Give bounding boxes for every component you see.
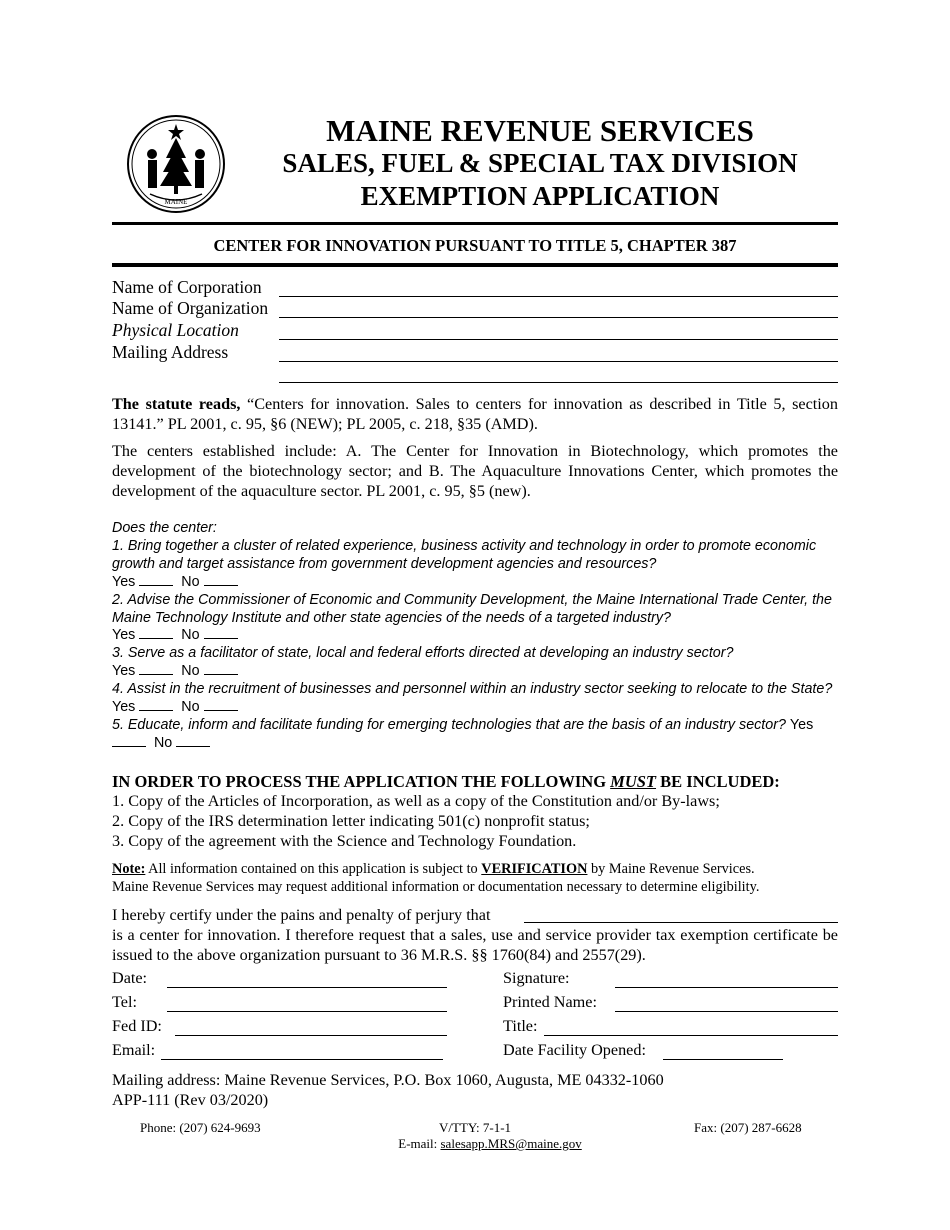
q1-no-label: No: [181, 574, 200, 590]
printed-name-input-line[interactable]: [615, 1011, 838, 1012]
q3-yes-blank[interactable]: [139, 662, 173, 675]
q5-no-blank[interactable]: [176, 734, 210, 747]
corporation-field[interactable]: [112, 277, 838, 299]
maine-state-seal: [126, 114, 226, 214]
q1-yes-label: Yes: [112, 574, 136, 590]
requirements-head-pre: IN ORDER TO PROCESS THE APPLICATION THE FOLLOWING: [112, 772, 611, 791]
q4-no-blank[interactable]: [204, 698, 238, 711]
statute-paragraph: [112, 394, 838, 434]
tel-field[interactable]: [112, 993, 447, 1015]
title-field[interactable]: [503, 1017, 838, 1039]
corporation-label: Name of Corporation: [112, 277, 262, 297]
question-1-answer: [112, 573, 238, 591]
verification-note-line2: Maine Revenue Services may request additional information or documentation necessary to determine eligibility.: [112, 879, 760, 895]
note-post: by Maine Revenue Services.: [587, 861, 755, 877]
q2-no-label: No: [181, 627, 200, 643]
header-rule-top: [112, 222, 838, 225]
statute-text: “Centers for innovation. Sales to centers for innovation as described in Title 5, section 13141.” PL 2001, c. 95, §6 (NEW); PL 2005, c. 218, §35 (AMD).: [112, 395, 838, 433]
date-opened-input-line[interactable]: [663, 1059, 783, 1060]
q5-no-label: No: [153, 735, 173, 751]
verification-note: [112, 860, 838, 878]
mailing-input-line[interactable]: [279, 361, 838, 362]
q1-no-blank[interactable]: [204, 573, 238, 586]
mailing-field-line2[interactable]: [112, 363, 838, 385]
date-opened-label: Date Facility Opened:: [503, 1041, 646, 1059]
date-input-line[interactable]: [167, 987, 447, 988]
mailing-field[interactable]: [112, 342, 838, 364]
q3-no-blank[interactable]: [204, 662, 238, 675]
svg-text:MAINE: MAINE: [164, 198, 188, 206]
q2-no-blank[interactable]: [204, 626, 238, 639]
questions-intro: Does the center:: [112, 520, 217, 536]
fed-id-label: Fed ID:: [112, 1017, 162, 1035]
tel-input-line[interactable]: [167, 1011, 447, 1012]
mailing-address-footer: Mailing address: Maine Revenue Services, P.O. Box 1060, Augusta, ME 04332-1060: [112, 1071, 664, 1089]
requirement-1: 1. Copy of the Articles of Incorporation, as well as a copy of the Constitution and/or By-laws;: [112, 792, 720, 810]
organization-field[interactable]: [112, 298, 838, 320]
requirements-must: MUST: [610, 772, 657, 791]
email-prefix: E-mail:: [398, 1136, 441, 1151]
question-5: [112, 716, 838, 752]
mailing-label: Mailing Address: [112, 342, 229, 362]
centers-paragraph: The centers established include: A. The Center for Innovation in Biotechnology, which promotes the development of the biotechnology sector; and B. The Aquaculture Innovations Center, which promotes the development of the aquaculture sector. PL 2001, c. 95, §5 (new).: [112, 442, 838, 500]
division-title: SALES, FUEL & SPECIAL TAX DIVISION: [282, 148, 798, 178]
note-pre: All information contained on this application is subject to: [145, 861, 482, 877]
question-3-answer: [112, 662, 238, 680]
signature-input-line[interactable]: [615, 987, 838, 988]
q2-yes-blank[interactable]: [139, 626, 173, 639]
email-link[interactable]: salesapp.MRS@maine.gov: [440, 1136, 582, 1151]
q1-yes-blank[interactable]: [139, 573, 173, 586]
printed-name-label: Printed Name:: [503, 993, 597, 1011]
certify-line1: [112, 905, 838, 925]
note-label: Note:: [112, 861, 146, 877]
organization-input-line[interactable]: [279, 317, 838, 318]
q5-yes-blank[interactable]: [112, 734, 146, 747]
q5-yes-label: Yes: [789, 717, 814, 733]
signature-label: Signature:: [503, 969, 570, 987]
footer-email: [325, 1136, 655, 1152]
agency-title: MAINE REVENUE SERVICES: [326, 113, 754, 148]
requirement-2: 2. Copy of the IRS determination letter indicating 501(c) nonprofit status;: [112, 812, 590, 830]
tty-number: V/TTY: 7-1-1: [438, 1120, 512, 1135]
fed-id-field[interactable]: [112, 1017, 447, 1039]
mailing-input-line-2[interactable]: [279, 382, 838, 383]
question-4-answer: [112, 699, 238, 715]
email-input-line[interactable]: [161, 1059, 443, 1060]
date-field[interactable]: [112, 969, 447, 991]
form-title: EXEMPTION APPLICATION: [360, 181, 720, 211]
printed-name-field[interactable]: [503, 993, 838, 1015]
statute-lead: The statute reads,: [112, 395, 241, 413]
title-label: Title:: [503, 1017, 538, 1035]
certify-text: I hereby certify under the pains and penalty of perjury that: [112, 906, 491, 924]
certify-paragraph: is a center for innovation. I therefore request that a sales, use and service provider tax exemption certificate be issued to the above organization pursuant to 36 M.R.S. §§ 1760(84) and 2557(29).: [112, 926, 838, 964]
date-label: Date:: [112, 969, 148, 987]
question-4: [112, 680, 838, 716]
fed-id-input-line[interactable]: [175, 1035, 447, 1036]
email-label: Email:: [112, 1041, 156, 1059]
question-2: 2. Advise the Commissioner of Economic and Community Development, the Maine International Trade Center, the Maine Technology Institute and other state agencies of the needs of a targeted industry?: [112, 592, 832, 626]
question-2-answer: [112, 626, 238, 644]
question-5-text: 5. Educate, inform and facilitate funding for emerging technologies that are the basis of an industry sector?: [112, 717, 786, 733]
q4-no-label: No: [181, 699, 200, 715]
location-field[interactable]: [112, 320, 838, 342]
location-label: Physical Location: [112, 320, 239, 340]
requirements-head-post: BE INCLUDED:: [656, 772, 780, 791]
q3-no-label: No: [181, 663, 200, 679]
header-rule-bottom: [112, 263, 838, 267]
organization-label: Name of Organization: [112, 298, 269, 318]
certify-organization-blank[interactable]: [524, 922, 838, 923]
date-opened-field[interactable]: [503, 1041, 783, 1063]
q2-yes-label: Yes: [112, 627, 136, 643]
q4-yes-blank[interactable]: [139, 698, 173, 711]
requirement-3: 3. Copy of the agreement with the Science and Technology Foundation.: [112, 832, 577, 850]
question-1: 1. Bring together a cluster of related experience, business activity and technology in order to promote economic growth and target assistance from government development agencies and resources?: [112, 538, 817, 572]
tel-label: Tel:: [112, 993, 137, 1011]
q3-yes-label: Yes: [112, 663, 136, 679]
location-input-line[interactable]: [279, 339, 838, 340]
form-subtitle: CENTER FOR INNOVATION PURSUANT TO TITLE 5, CHAPTER 387: [213, 236, 737, 255]
form-number: APP-111 (Rev 03/2020): [112, 1091, 269, 1109]
title-input-line[interactable]: [544, 1035, 838, 1036]
corporation-input-line[interactable]: [279, 296, 838, 297]
question-4-text: 4. Assist in the recruitment of businesses and personnel within an industry sector seeking to relocate to the State?: [112, 681, 833, 697]
question-3: 3. Serve as a facilitator of state, local and federal efforts directed at developing an industry sector?: [112, 645, 734, 661]
note-verification: VERIFICATION: [481, 861, 588, 877]
q4-yes-label: Yes: [112, 699, 136, 715]
fax-number: Fax: (207) 287-6628: [694, 1120, 802, 1135]
phone-number: Phone: (207) 624-9693: [140, 1120, 261, 1135]
email-field[interactable]: [112, 1041, 443, 1063]
requirements-heading: [112, 772, 838, 792]
signature-field[interactable]: [503, 969, 838, 991]
